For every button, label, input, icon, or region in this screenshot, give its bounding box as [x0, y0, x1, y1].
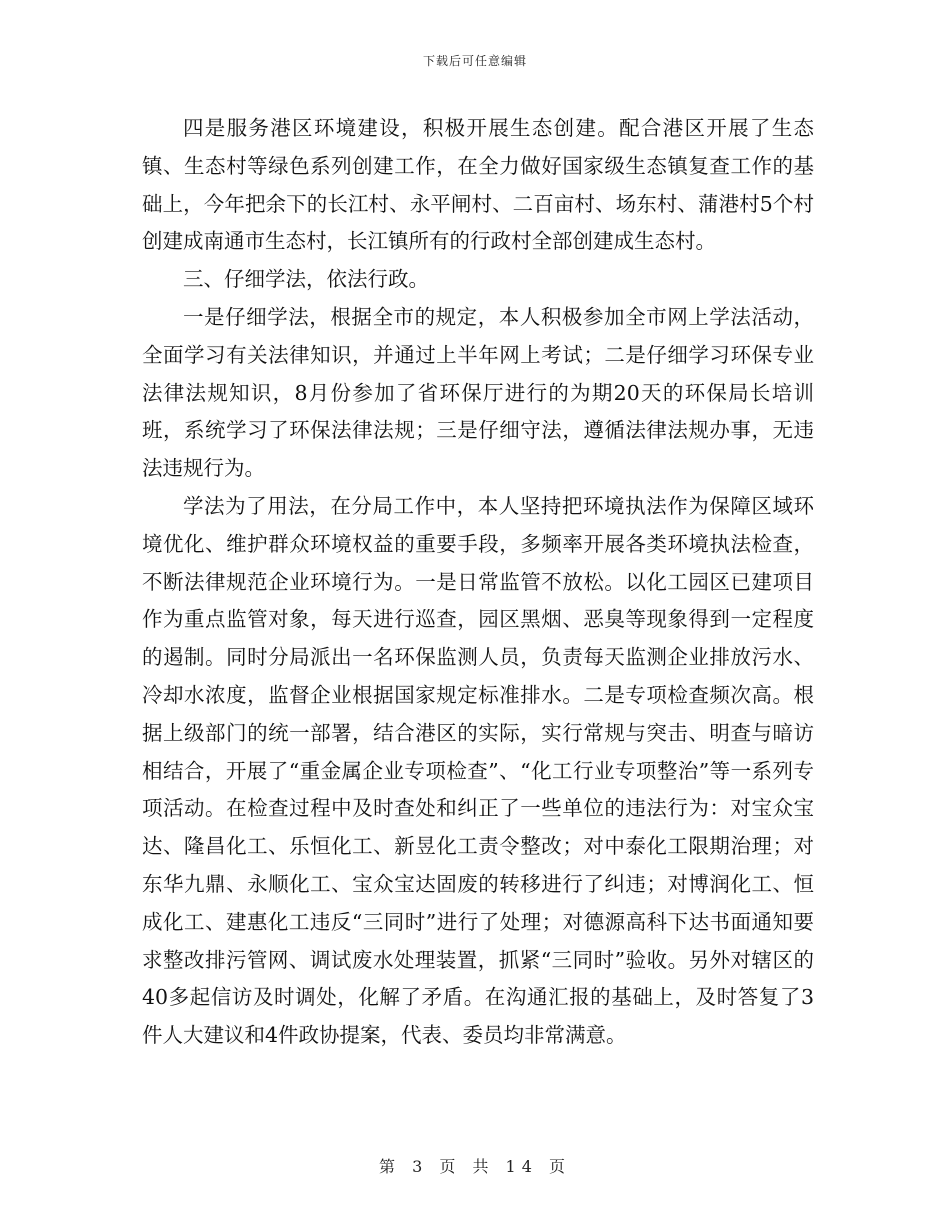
page-header: 下载后可任意编辑 [422, 54, 527, 68]
page-footer: 第 3 页 共 14 页 [379, 1157, 571, 1176]
paragraph-apply-law: 学法为了用法，在分局工作中，本人坚持把环境执法作为保障区域环境优化、维护群众环境权益的重要手段，多频率开展各类环境执法检查，不断法律规范企业环境行为。一是日常监管不放松。以化工园区已建项目作为重点监管对象，每天进行巡查，园区黑烟、恶臭等现象得到一定程度的遏制。同时分局派出一名环保监测人员，负责每天监测企业排放污水、冷却水浓度，监督企业根据国家规定标准排水。二是专项检查频次高。根据上级部门的统一部署，结合港区的实际，实行常规与突击、明查与暗访相结合，开展了“重金属企业专项检查”、“化工行业专项整治”等一系列专项活动。在检查过程中及时查处和纠正了一些单位的违法行为：对宝众宝达、隆昌化工、乐恒化工、新昱化工责令整改；对中泰化工限期治理；对东华九鼎、永顺化工、宝众宝达固废的转移进行了纠违；对博润化工、恒成化工、建惠化工违反“三同时”进行了处理；对德源高科下达书面通知要求整改排污管网、调试废水处理装置，抓紧“三同时”验收。另外对辖区的40多起信访及时调处，化解了矛盾。在沟通汇报的基础上，及时答复了3件人大建议和4件政协提案，代表、委员均非常满意。 [142, 493, 814, 1048]
section-heading-law: 三、仔细学法，依法行政。 [183, 267, 429, 292]
document-body [142, 110, 814, 1055]
paragraph-study-law: 一是仔细学法，根据全市的规定，本人积极参加全市网上学法活动，全面学习有关法律知识，并通过上半年网上考试；二是仔细学习环保专业法律法规知识，8月份参加了省环保厅进行的为期20天的环保局长培训班，系统学习了环保法律法规；三是仔细守法，遵循法律法规办事，无违法违规行为。 [142, 304, 814, 481]
paragraph-eco-construction: 四是服务港区环境建设，积极开展生态创建。配合港区开展了生态镇、生态村等绿色系列创建工作，在全力做好国家级生态镇复查工作的基础上，今年把余下的长江村、永平闸村、二百亩村、场东村、蒲港村5个村创建成南通市生态村，长江镇所有的行政村全部创建成生态村。 [142, 116, 814, 254]
